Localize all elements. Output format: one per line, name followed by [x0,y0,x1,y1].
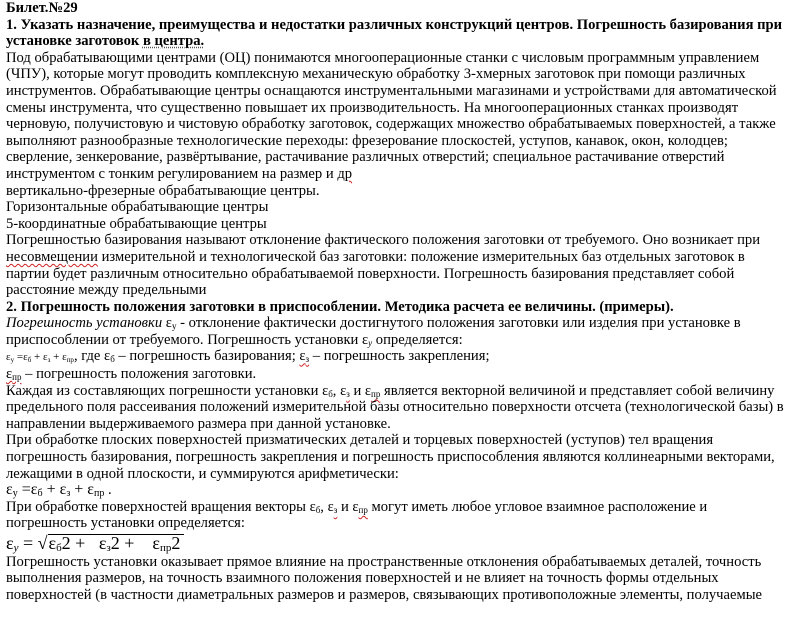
misspelled-symbol [299,348,309,364]
misspelled-word: несовмещении [6,248,98,265]
symbol-subscript: б [110,354,115,365]
formula-subscript: з [47,356,51,365]
radicand: $\varepsilon_б2 + \varepsilon_з2$ + $\varepsilon_{пр}2$ [48,534,185,552]
formula-root: $\varepsilon_у = √\varepsilon_б2 + \varepsilon_з2$ + $\varepsilon_{пр}2$ [6,534,184,552]
symbol-subscript: пр [12,372,22,383]
symbol-subscript: б [328,388,333,399]
paragraph-text: Погрешностью базирования называют отклонение фактического положения заготовки от требуемого. Оно возникает при [6,232,760,249]
formula-subscript: у [12,488,18,500]
formula-root-line [6,532,789,554]
paragraph-text: Под обрабатывающими центрами (ОЦ) понимаются многооперационные станки с числовым программным управлением (ЧПУ), которые могут проводить комплексную механическую обработку 3-хмерных заготовок при помощи различных инструментов. Обрабатывающие центры оснащаются инструментальными магазинами и устройствами для автоматической смены инструмента, что существенно повышает их производительность. На многооперационных станках производят черновую, получистовую и чистовую обработку заготовок, содержащих множество обрабатываемых поверхностей, а также выполняют разнообразные технологические переходы: фрезерование плоскостей, уступов, канавок, окон, колодцев; сверление, зенкерование, развёртывание, растачивание различных отверстий; специальное растачивание отверстий инструментом с тонким регулированием на размер и [6,49,777,182]
paragraph-text: – погрешность положения заготовки. [21,366,257,383]
formula-subscript: з [66,488,71,500]
formula-subscript: б [56,542,62,554]
paragraph-text: измерительной и технологической баз заготовки: положение измерительных баз отдельных заготовок в партии будет различным относительно обрабатываемой поверхности. Погрешность базирования представляет собой расстояние между предельными [6,248,745,299]
symbol: ε [6,533,14,553]
formula-superscript: 2 [61,533,71,553]
list-item: вертикально-фрезерные обрабатывающие центры. [6,182,320,199]
paragraph-text: и ε [337,498,359,515]
symbol-subscript: пр [371,388,381,399]
symbol-subscript: у [368,337,373,348]
formula-sum [6,482,104,499]
question-2-paragraph-3 [6,383,789,433]
paragraph-text: является векторной величиной и представляет собой величину предельного поля рассеивания положений измерительной базы относительно поверхности отсчета (технологической базы) в направлении выдерживаемого размера при данной установке. [6,382,784,432]
misspelled-word: др [337,165,353,182]
list-item: 5-координатные обрабатывающие центры [6,215,267,232]
symbol: ε [104,348,111,365]
paragraph-text: – погрешность закрепления; [309,348,490,365]
misspelled-symbol [6,366,21,382]
paragraph-text: , ε [332,382,347,399]
paragraph-text: - отклонение фактически достигнутого положения заготовки или изделия при установке в приспособлении от требуемого. Погрешность установки [6,315,741,348]
symbol: ε [6,366,13,383]
formula-part: =ε [14,351,28,364]
ticket-title: Билет.№29 [6,0,78,16]
formula-superscript: 2 [110,533,120,553]
symbol: ε [165,315,172,332]
symbol: ε [6,481,13,499]
paragraph-text: Каждая из составляющих погрешности установки ε [6,382,329,399]
question-1-heading-tail: в центра. [142,33,205,50]
formula-part: + ε [50,351,67,364]
formula-subscript: з [106,542,111,554]
question-2-paragraph-5 [6,499,789,532]
formula-line-2 [6,366,789,383]
formula-part: + ε [31,351,48,364]
formula-part: + ε [42,481,67,499]
symbol-subscript: з [346,388,350,399]
formula-sum-line [6,482,789,499]
question-1-heading [6,17,789,50]
symbol: ε [299,348,306,365]
formula-subscript: б [37,488,43,500]
question-1-heading-text: 1. Указать назначение, преимущества и недостатки различных конструкций центров. Погрешность базирования при установке заготовок [6,16,783,50]
list-item: Горизонтальные обрабатывающие центры [6,199,269,216]
question-1-paragraph-2 [6,232,789,298]
paragraph-text: При обработке поверхностей вращения векторы ε [6,498,316,515]
formula-subscript: пр [66,356,74,365]
question-2-paragraph-1 [6,315,789,348]
symbol-subscript: з [333,504,338,515]
symbol-subscript: у [171,321,177,332]
paragraph-text: , ε [320,498,334,515]
symbol-subscript: пр [358,504,368,515]
formula-part: =ε [17,481,38,499]
question-2-heading: 2. Погрешность положения заготовки в приспособлении. Методика расчета ее величины. (примеры). [6,298,674,315]
symbol-subscript: у [10,356,15,365]
symbol-subscript: б [315,504,321,515]
formula-tail: . [104,482,112,499]
paragraph-text: – погрешность базирования; [114,348,300,365]
question-2-paragraph-4: При обработке плоских поверхностей призматических деталей и торцевых поверхностей (уступов) тел вращения погрешность базирования, погрешность закрепления и погрешность приспособления являются коллинеарными векторами, лежащими в одной плоскости, и суммируются арифметически: [6,432,775,482]
formula-superscript: 2 [171,533,181,553]
question-2-paragraph-6: Погрешность установки оказывает прямое влияние на пространственные отклонения обрабатываемых деталей, точность выполнения размеров, на точность взаимного положения поверхностей и не влияет на точность формы отдельных поверхностей (в частности диаметральных размеров и размеров, связывающих противоположные элементы, получаемые [6,553,762,603]
term-italic: Погрешность установки [6,315,163,332]
symbol: ε [48,533,57,553]
symbol: ε [6,351,11,364]
question-1-paragraph-1 [6,50,789,183]
paragraph-text: и ε [349,382,372,399]
symbol: ε [362,331,369,348]
formula-subscript: у [13,542,19,554]
symbol: ε [98,533,107,553]
symbol-subscript: з [305,354,310,365]
symbol: ε [152,533,160,553]
formula-line-1 [6,348,789,366]
document-page [6,0,789,603]
sqrt-sign: √ [37,533,48,553]
formula-subscript: пр [94,488,105,500]
formula-part: + ε [70,481,95,499]
paragraph-text: определяется: [372,331,463,348]
paragraph-text: , где [73,348,105,365]
formula-subscript: пр [159,542,172,554]
formula-sum-small [6,349,74,366]
formula-subscript: б [27,356,32,365]
paragraph-text: могут иметь любое угловое взаимное расположение и погрешность установки определяется: [6,498,708,532]
